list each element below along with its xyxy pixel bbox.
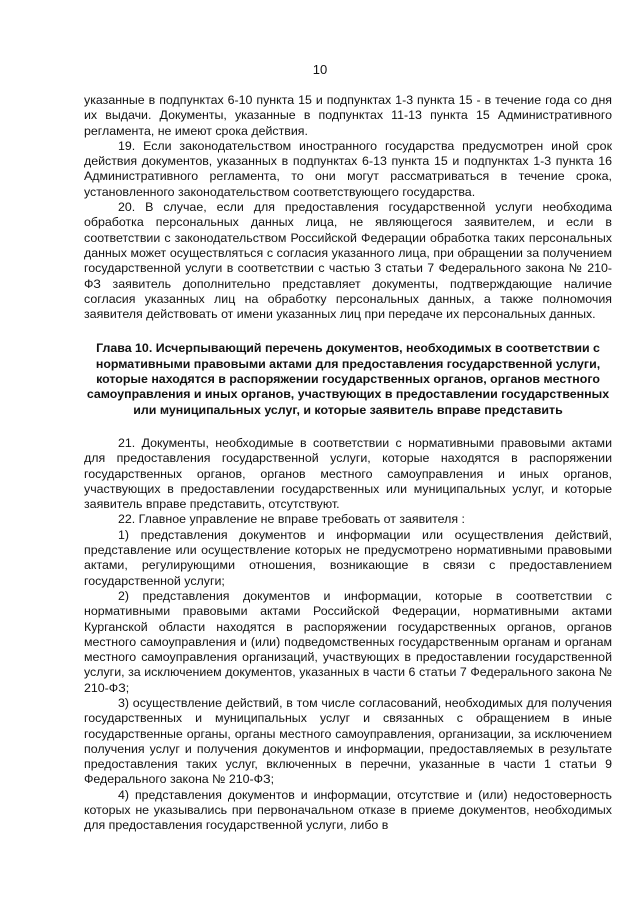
paragraph-continuation: указанные в подпунктах 6-10 пункта 15 и подпунктах 1-3 пункта 15 - в течение года со дня их выдачи. Документы, указанные в подпунктах 11-13 пункта 15 Административного регламента, не имеют срока действия. bbox=[84, 93, 612, 138]
chapter-10-heading: Глава 10. Исчерпывающий перечень документов, необходимых в соответствии с нормативными правовыми актами для предоставления государственной услуги, которые находятся в распоряжении государственных органов, органов местного самоуправления и иных органов, участвующих в предоставлении государственных или муниципальных услуг, и которые заявитель вправе представить bbox=[86, 341, 610, 417]
page-number: 10 bbox=[312, 62, 328, 77]
document-body bbox=[84, 93, 612, 834]
paragraph-21: 21. Документы, необходимые в соответствии с нормативными правовыми актами для предоставления государственной услуги, которые находятся в распоряжении государственных органов, органов местного самоуправления и иных органов, участвующих в предоставлении государственных или муниципальных услуг, и которые заявитель вправе представить, отсутствуют. bbox=[84, 435, 612, 512]
paragraph-20: 20. В случае, если для предоставления государственной услуги необходима обработка персональных данных лица, не являющегося заявителем, и если в соответствии с законодательством Российской Федерации обработка таких персональных данных может осуществляться с согласия указанного лица, при обращении за получением государственной услуги в соответствии с частью 3 статьи 7 Федерального закона № 210-ФЗ заявитель дополнительно представляет документы, подтверждающие наличие согласия указанных лиц на обработку персональных данных, а также полномочия заявителя действовать от имени указанных лиц при передаче их персональных данных. bbox=[84, 200, 612, 322]
list-item-2: 2) представления документов и информации, которые в соответствии с нормативными правовыми актами Российской Федерации, нормативными актами Курганской области находятся в распоряжении государственных органов, органов местного самоуправления и (или) подведомственных государственным органам и органам местного самоуправления организаций, участвующих в предоставлении государственной услуги, за исключением документов, указанных в части 6 статьи 7 Федерального закона № 210-ФЗ; bbox=[84, 588, 612, 695]
list-item-1: 1) представления документов и информации или осуществления действий, представление или осуществление которых не предусмотрено нормативными правовыми актами, регулирующими отношения, возникающие в связи с предоставлением государственной услуги; bbox=[84, 527, 612, 588]
list-item-3: 3) осуществление действий, в том числе согласований, необходимых для получения государственных и муниципальных услуг и связанных с обращением в иные государственные органы, органы местного самоуправления, организации, за исключением получения услуг и получения документов и информации, предоставляемых в результате предоставления таких услуг, включенных в перечни, указанные в части 1 статьи 9 Федерального закона № 210-ФЗ; bbox=[84, 695, 612, 787]
paragraph-22: 22. Главное управление не вправе требовать от заявителя : bbox=[118, 512, 465, 527]
paragraph-19: 19. Если законодательством иностранного государства предусмотрен иной срок действия документов, указанных в подпунктах 6-13 пункта 15 и подпунктах 1-3 пункта 16 Административного регламента, то они могут рассматриваться в течение срока, установленного законодательством соответствующего государства. bbox=[84, 138, 612, 199]
list-item-4: 4) представления документов и информации, отсутствие и (или) недостоверность которых не указывались при первоначальном отказе в приеме документов, необходимых для предоставления государственной услуги, либо в bbox=[84, 787, 612, 833]
